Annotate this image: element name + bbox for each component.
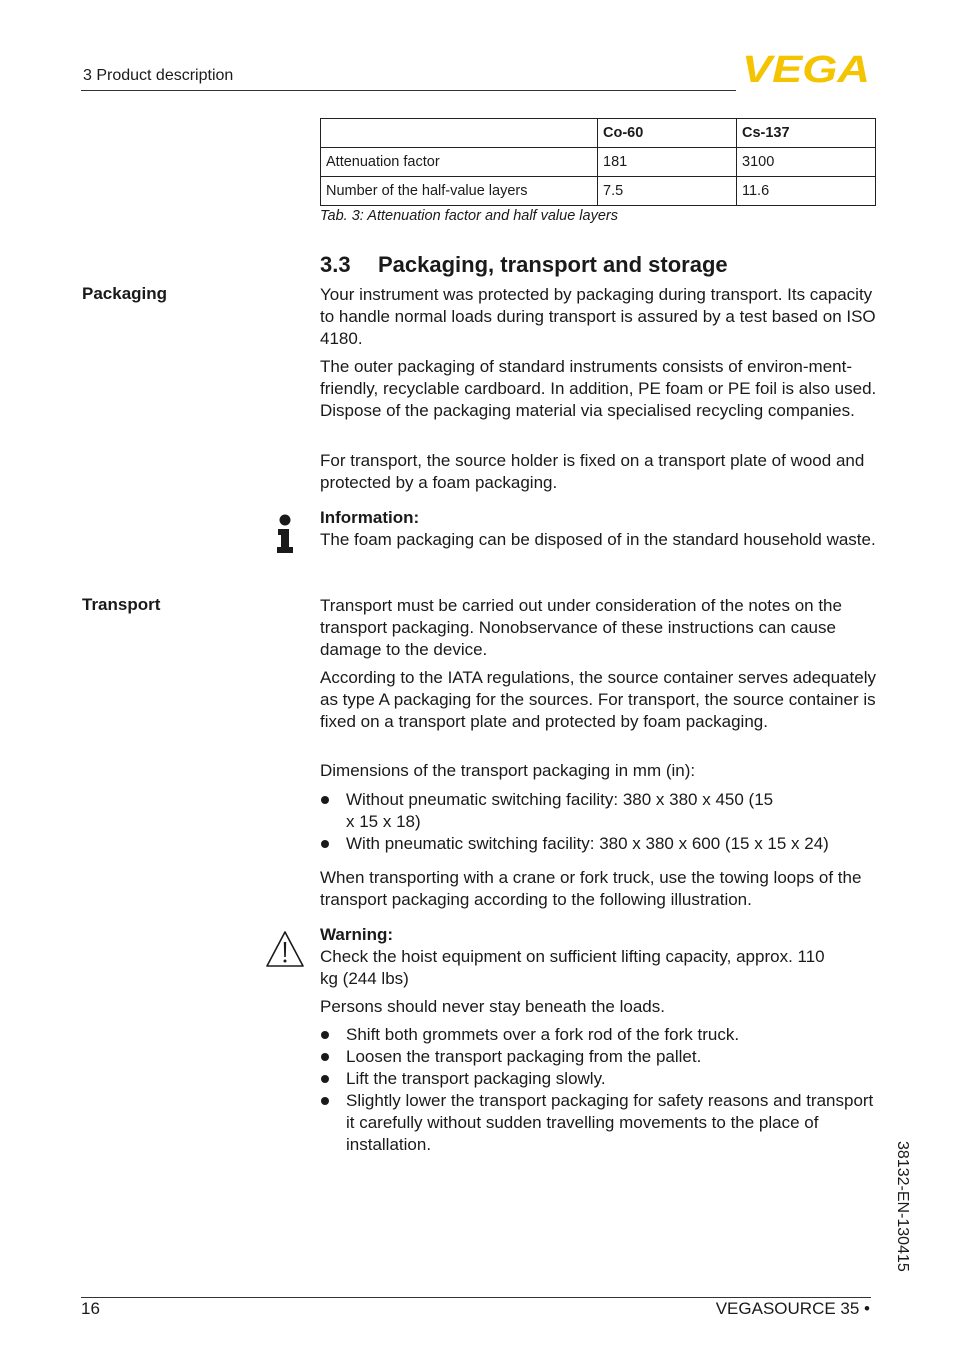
document-id: 38132-EN-130415 [894, 1141, 911, 1272]
list-item: Without pneumatic switching facility: 380 x 380 x 450 (15 x 15 x 18) [320, 789, 880, 833]
product-name: VEGASOURCE 35 • [715, 1299, 870, 1318]
table-row [321, 148, 876, 177]
table-cell: 181 [598, 148, 737, 177]
packaging-label: Packaging [82, 284, 168, 303]
warning-title: Warning: [320, 925, 394, 944]
warning-text: Check the hoist equipment on sufficient lifting capacity, approx. 110 kg (244 lbs) [320, 947, 825, 988]
bullet-icon [321, 1053, 329, 1061]
dimensions-list [320, 789, 880, 855]
transport-paragraph-2: According to the IATA regulations, the source container serves adequately as type A packaging for the sources. For transport, the source container is fixed on a transport plate and protected by foam packaging. [320, 668, 876, 731]
table-row [321, 177, 876, 206]
list-item: Lift the transport packaging slowly. [320, 1068, 880, 1090]
table-cell: Attenuation factor [321, 148, 598, 177]
info-icon [276, 514, 294, 554]
packaging-paragraph-3: For transport, the source holder is fixed on a transport plate of wood and protected by a foam packaging. [320, 451, 865, 492]
footer-divider [81, 1297, 871, 1298]
bullet-icon [321, 1075, 329, 1083]
warning-triangle-icon [265, 930, 305, 968]
table-cell: 3100 [737, 148, 876, 177]
transport-paragraph-5: Persons should never stay beneath the loads. [320, 997, 665, 1016]
list-item: Slightly lower the transport packaging for safety reasons and transport it carefully without sudden travelling movements to the place of installation. [320, 1090, 880, 1156]
bullet-icon [321, 840, 329, 848]
packaging-paragraph-2: The outer packaging of standard instruments consists of environ-ment-friendly, recyclable cardboard. In addition, PE foam or PE foil is also used. Dispose of the packaging material via specialised recycling companies. [320, 357, 877, 420]
table-header-cell [321, 119, 598, 148]
table-header-row [321, 119, 876, 148]
list-item: Loosen the transport packaging from the pallet. [320, 1046, 880, 1068]
transport-paragraph-3: Dimensions of the transport packaging in mm (in): [320, 761, 696, 780]
attenuation-table [320, 118, 876, 206]
section-number: 3.3 [320, 252, 351, 277]
list-item: Shift both grommets over a fork rod of the fork truck. [320, 1024, 880, 1046]
transport-paragraph-4: When transporting with a crane or fork truck, use the towing loops of the transport packaging according to the following illustration. [320, 868, 862, 909]
header-section-title: 3 Product description [83, 67, 234, 84]
bullet-icon [321, 1097, 329, 1105]
table-cell: 11.6 [737, 177, 876, 206]
section-heading [320, 252, 728, 278]
section-title: Packaging, transport and storage [378, 252, 728, 277]
table-cell: 7.5 [598, 177, 737, 206]
table-header-cell: Co-60 [598, 119, 737, 148]
packaging-paragraph-1: Your instrument was protected by packaging during transport. Its capacity to handle normal loads during transport is assured by a test based on ISO 4180. [320, 285, 876, 348]
table-header-cell: Cs-137 [737, 119, 876, 148]
table-caption: Tab. 3: Attenuation factor and half value layers [320, 208, 618, 224]
table-cell: Number of the half-value layers [321, 177, 598, 206]
bullet-icon [321, 1031, 329, 1039]
list-item: With pneumatic switching facility: 380 x 380 x 600 (15 x 15 x 24) [320, 833, 880, 855]
vega-logo [742, 52, 872, 84]
header-divider [81, 90, 736, 91]
transport-paragraph-1: Transport must be carried out under consideration of the notes on the transport packaging. Nonobservance of these instructions can cause damage to the device. [320, 596, 842, 659]
steps-list [320, 1024, 880, 1156]
info-title: Information: [320, 508, 420, 527]
logo-text: VEGA [742, 52, 870, 84]
info-text: The foam packaging can be disposed of in the standard household waste. [320, 530, 876, 549]
page-number: 16 [81, 1299, 100, 1318]
bullet-icon [321, 796, 329, 804]
transport-label: Transport [82, 595, 161, 614]
